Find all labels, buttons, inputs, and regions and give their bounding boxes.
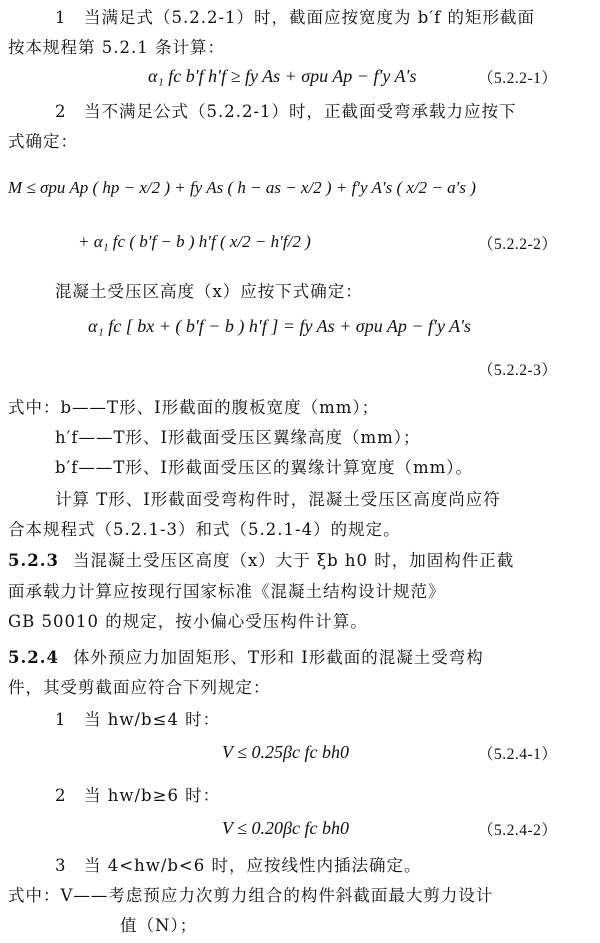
- clause-number-5-2-3: 5.2.3: [8, 551, 59, 570]
- equation-number-5-2-2-2: （5.2.2-2）: [478, 236, 558, 253]
- clause-5-2-2-item-1-line-1: 1 当满足式（5.2.2-1）时，截面应按宽度为 b′f 的矩形截面: [55, 8, 535, 27]
- clause-5-2-4-line-1: [8, 648, 484, 668]
- symbol-definition-bf: b′f——T形、I形截面受压区的翼缘计算宽度（mm）。: [55, 458, 473, 477]
- equation-number-5-2-4-1: （5.2.4-1）: [478, 746, 558, 763]
- equation-number-5-2-2-3: （5.2.2-3）: [478, 362, 558, 379]
- clause-5-2-3-line-2: 面承载力计算应按现行国家标准《混凝土结构设计规范》: [8, 582, 446, 601]
- symbol-definition-v-line-2: 值（N）；: [120, 916, 198, 935]
- clause-5-2-4-item-2: 2 当 hw/b≥6 时：: [55, 786, 221, 805]
- equation-5-2-2-2-line-1: M ≤ σpu Ap ( hp − x/2 ) + fy As ( h − as − x/2 ) + f′y A′s ( x/2 − a′s ): [8, 178, 476, 197]
- note-line-2: 合本规程式（5.2.1-3）和式（5.2.1-4）的规定。: [8, 520, 401, 539]
- equation-5-2-2-1: α₁ fc b′f h′f ≥ fy As + σpu Ap − f′y A′s: [148, 66, 417, 86]
- symbol-definition-v-line-1: 式中：V——考虑预应力次剪力组合的构件斜截面最大剪力设计: [8, 886, 494, 905]
- clause-5-2-2-item-2-line-1: 2 当不满足公式（5.2.2-1）时，正截面受弯承载力应按下: [55, 102, 517, 121]
- clause-5-2-3-text: 当混凝土受压区高度（x）大于 ξb h0 时，加固构件正截: [72, 551, 515, 570]
- clause-5-2-3-line-3: GB 50010 的规定，按小偏心受压构件计算。: [8, 612, 368, 631]
- clause-5-2-2-item-2-line-2: 式确定：: [8, 132, 78, 151]
- equation-5-2-2-2-line-2: + α₁ fc ( b′f − b ) h′f ( x/2 − h′f/2 ): [78, 232, 311, 251]
- clause-5-2-2-item-1-line-2: 按本规程第 5.2.1 条计算：: [8, 38, 225, 57]
- clause-5-2-4-item-1: 1 当 hw/b≤4 时：: [55, 710, 221, 729]
- equation-5-2-4-2: V ≤ 0.20βc fc bh0: [222, 818, 349, 838]
- equation-5-2-2-3: α₁ fc [ bx + ( b′f − b ) h′f ] = fy As + σpu Ap − f′y A′s: [88, 316, 472, 336]
- clause-5-2-4-text: 体外预应力加固矩形、T形和 I形截面的混凝土受弯构: [72, 648, 484, 667]
- compression-zone-height-intro: 混凝土受压区高度（x）应按下式确定：: [55, 282, 363, 301]
- clause-number-5-2-4: 5.2.4: [8, 648, 59, 667]
- clause-5-2-4-item-3: 3 当 4<hw/b<6 时，应按线性内插法确定。: [55, 856, 422, 875]
- symbol-definition-hf: h′f——T形、I形截面受压区翼缘高度（mm）；: [55, 428, 421, 447]
- equation-number-5-2-4-2: （5.2.4-2）: [478, 822, 558, 839]
- clause-5-2-3-line-1: [8, 551, 514, 571]
- note-line-1: 计算 T形、I形截面受弯构件时，混凝土受压区高度尚应符: [55, 490, 501, 509]
- equation-5-2-4-1: V ≤ 0.25βc fc bh0: [222, 742, 349, 762]
- clause-5-2-4-line-2: 件，其受剪截面应符合下列规定：: [8, 678, 271, 697]
- equation-number-5-2-2-1: （5.2.2-1）: [478, 70, 558, 87]
- symbol-definition-b: 式中：b——T形、I形截面的腹板宽度（mm）；: [8, 398, 380, 417]
